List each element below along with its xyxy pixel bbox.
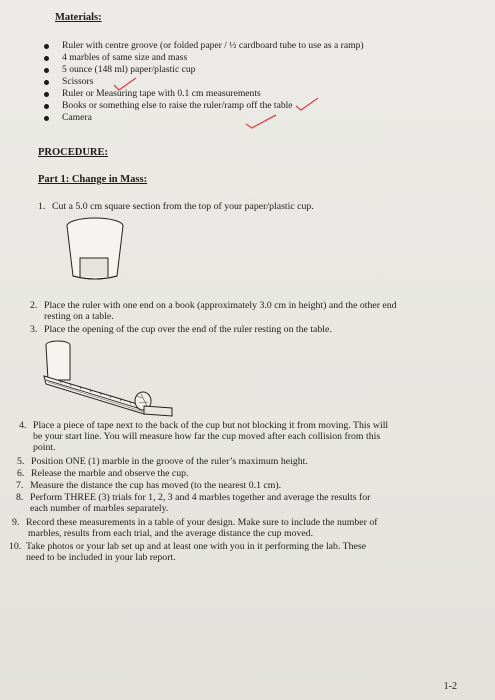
bullet-icon bbox=[44, 104, 49, 109]
materials-item: Scissors bbox=[44, 76, 464, 88]
bullet-icon bbox=[44, 56, 49, 61]
checkmark-icon bbox=[244, 112, 278, 130]
materials-title: Materials: bbox=[55, 12, 102, 23]
bullet-icon bbox=[44, 80, 49, 85]
bullet-icon bbox=[44, 116, 49, 121]
materials-item: 4 marbles of same size and mass bbox=[44, 52, 464, 64]
procedure-step: 4. Place a piece of tape next to the back of the cup but not blocking it from moving. This will bbox=[19, 420, 389, 431]
part1-heading: Part 1: Change in Mass: bbox=[38, 174, 148, 185]
procedure-step-continuation: point. bbox=[33, 442, 56, 453]
materials-item: Ruler with centre groove (or folded paper / ½ cardboard tube to use as a ramp) bbox=[44, 40, 464, 52]
ruler-ramp-illustration bbox=[40, 336, 180, 418]
checkmark-icon bbox=[294, 96, 320, 112]
procedure-step-continuation: marbles, results from each trial, and the average distance the cup moved. bbox=[28, 528, 314, 539]
procedure-step: 10. Take photos or your lab set up and at least one with you in it performing the lab. These bbox=[9, 541, 367, 552]
procedure-step: 3. Place the opening of the cup over the end of the ruler resting on the table. bbox=[30, 324, 332, 335]
page-number: 1-2 bbox=[443, 681, 457, 692]
materials-item: Ruler or Measuring tape with 0.1 cm measurements bbox=[44, 88, 464, 100]
procedure-step-continuation: resting on a table. bbox=[44, 311, 114, 322]
procedure-step: 5. Position ONE (1) marble in the groove of the ruler’s maximum height. bbox=[17, 456, 308, 467]
bullet-icon bbox=[44, 44, 49, 49]
procedure-step: 8. Perform THREE (3) trials for 1, 2, 3 and 4 marbles together and average the results for bbox=[16, 492, 371, 503]
materials-item: Camera bbox=[44, 112, 464, 124]
materials-item: 5 ounce (148 ml) paper/plastic cup bbox=[44, 64, 464, 76]
cut-cup-illustration bbox=[60, 214, 130, 284]
procedure-step: 9. Record these measurements in a table of your design. Make sure to include the number of bbox=[12, 517, 378, 528]
procedure-step: 6. Release the marble and observe the cup. bbox=[17, 468, 189, 479]
procedure-step-continuation: each number of marbles separately. bbox=[30, 503, 169, 514]
procedure-step: 7. Measure the distance the cup has moved (to the nearest 0.1 cm). bbox=[16, 480, 282, 491]
bullet-icon bbox=[44, 92, 49, 97]
procedure-heading: PROCEDURE: bbox=[38, 147, 108, 158]
materials-item: Books or something else to raise the ruler/ramp off the table bbox=[44, 100, 464, 112]
procedure-step-continuation: be your start line. You will measure how far the cup moved after each collision from this bbox=[33, 431, 381, 442]
checkmark-icon bbox=[112, 76, 138, 92]
procedure-step: 2. Place the ruler with one end on a book (approximately 3.0 cm in height) and the other end bbox=[30, 300, 397, 311]
procedure-step: 1. Cut a 5.0 cm square section from the top of your paper/plastic cup. bbox=[38, 201, 314, 212]
procedure-step-continuation: need to be included in your lab report. bbox=[26, 552, 176, 563]
bullet-icon bbox=[44, 68, 49, 73]
